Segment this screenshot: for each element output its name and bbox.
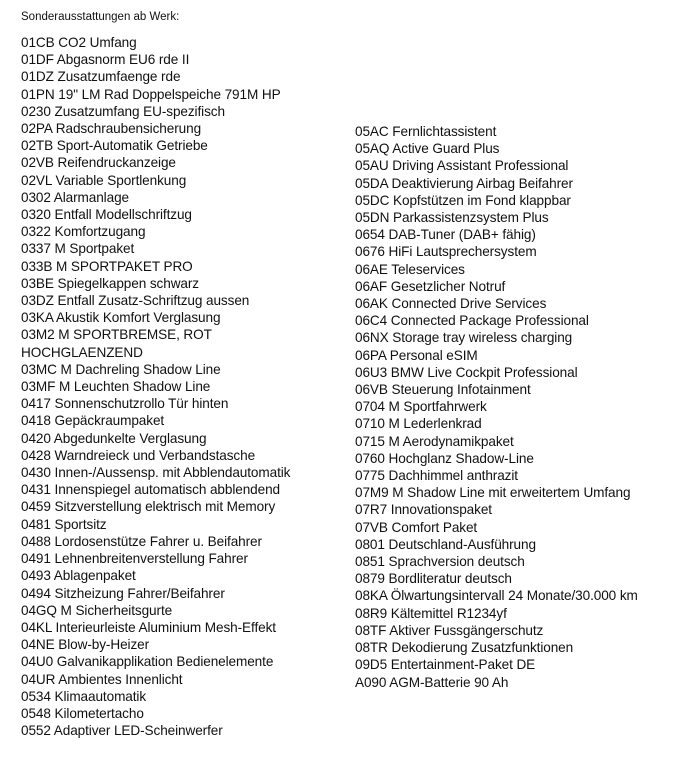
equipment-item: 02VB Reifendruckanzeige [21, 155, 176, 171]
equipment-item: 0230 Zusatzumfang EU-spezifisch [21, 103, 225, 119]
equipment-item: 0322 Komfortzugang [21, 224, 146, 240]
equipment-item: 04KL Interieurleiste Aluminium Mesh-Effekt [21, 619, 276, 635]
equipment-item: 0851 Sprachversion deutsch [355, 554, 525, 570]
equipment-item: 06C4 Connected Package Professional [355, 313, 589, 329]
equipment-item: 0491 Lehnenbreitenverstellung Fahrer [21, 551, 248, 567]
equipment-item: 0430 Innen-/Aussensp. mit Abblendautomatik [21, 465, 291, 481]
equipment-item: 01CB CO2 Umfang [21, 35, 137, 50]
equipment-item: 05AC Fernlichtassistent [355, 124, 497, 139]
equipment-item: 05DN Parkassistenzsystem Plus [355, 210, 549, 226]
equipment-item: 0676 HiFi Lautsprechersystem [355, 244, 537, 260]
equipment-item: 0418 Gepäckraumpaket [21, 413, 165, 429]
equipment-item: 09D5 Entertainment-Paket DE [355, 657, 536, 673]
equipment-item: 0710 M Lederlenkrad [355, 416, 482, 432]
equipment-item: 01DZ Zusatzumfaenge rde [21, 69, 181, 85]
equipment-item: 08KA Ölwartungsintervall 24 Monate/30.000 km [355, 588, 638, 604]
equipment-item: 0337 M Sportpaket [21, 241, 135, 257]
equipment-item: 0704 M Sportfahrwerk [355, 399, 487, 415]
equipment-item: 08TF Aktiver Fussgängerschutz [355, 622, 544, 638]
equipment-item: 05AU Driving Assistant Professional [355, 158, 569, 174]
equipment-item: 0320 Entfall Modellschriftzug [21, 207, 192, 223]
equipment-item: A090 AGM-Batterie 90 Ah [355, 674, 509, 690]
equipment-item: 04UR Ambientes Innenlicht [21, 671, 183, 687]
equipment-item: 02VL Variable Sportlenkung [21, 172, 187, 188]
equipment-item: 03MF M Leuchten Shadow Line [21, 379, 211, 395]
equipment-item: 03BE Spiegelkappen schwarz [21, 275, 200, 291]
equipment-item: 01PN 19" LM Rad Doppelspeiche 791M HP [21, 86, 281, 102]
equipment-item: 04U0 Galvanikapplikation Bedienelemente [21, 654, 274, 670]
equipment-item: 0493 Ablagenpaket [21, 568, 136, 584]
equipment-item: 0775 Dachhimmel anthrazit [355, 468, 518, 484]
equipment-item: 03M2 M SPORTBREMSE, ROT HOCHGLAENZEND [21, 327, 212, 360]
equipment-item: 04NE Blow-by-Heizer [21, 637, 150, 653]
equipment-item: 07R7 Innovationspaket [355, 502, 492, 518]
equipment-item: 03DZ Entfall Zusatz-Schriftzug aussen [21, 293, 250, 309]
equipment-item: 06PA Personal eSIM [355, 347, 478, 363]
equipment-item: 05AQ Active Guard Plus [355, 141, 500, 157]
equipment-item: 03MC M Dachreling Shadow Line [21, 361, 221, 377]
equipment-item: 07VB Comfort Paket [355, 519, 478, 535]
equipment-item: 0534 Klimaautomatik [21, 688, 147, 704]
equipment-item: 07M9 M Shadow Line mit erweitertem Umfang [355, 485, 631, 501]
equipment-item: 06AF Gesetzlicher Notruf [355, 278, 506, 294]
equipment-item: 02TB Sport-Automatik Getriebe [21, 138, 208, 154]
equipment-item: 0302 Alarmanlage [21, 189, 129, 205]
equipment-item: 0417 Sonnenschutzrollo Tür hinten [21, 396, 229, 412]
equipment-item: 06AK Connected Drive Services [355, 296, 547, 312]
equipment-item: 06VB Steuerung Infotainment [355, 382, 531, 398]
equipment-item: 0431 Innenspiegel automatisch abblendend [21, 482, 281, 498]
equipment-item: 033B M SPORTPAKET PRO [21, 258, 193, 274]
equipment-item: 05DA Deaktivierung Airbag Beifahrer [355, 175, 573, 191]
equipment-item: 0548 Kilometertacho [21, 705, 144, 721]
equipment-item: 02PA Radschraubensicherung [21, 121, 202, 137]
equipment-list-left [21, 34, 341, 739]
equipment-item: 06U3 BMW Live Cockpit Professional [355, 364, 578, 380]
equipment-item: 0760 Hochglanz Shadow-Line [355, 450, 534, 466]
equipment-item: 08TR Dekodierung Zusatzfunktionen [355, 640, 574, 656]
equipment-item: 0428 Warndreieck und Verbandstasche [21, 447, 256, 463]
equipment-item: 08R9 Kältemittel R1234yf [355, 605, 507, 621]
equipment-item: 0879 Bordliteratur deutsch [355, 571, 512, 587]
equipment-item: 0481 Sportsitz [21, 516, 107, 532]
equipment-item: 0488 Lordosenstütze Fahrer u. Beifahrer [21, 533, 262, 549]
equipment-item: 0801 Deutschland-Ausführung [355, 536, 536, 552]
equipment-item: 01DF Abgasnorm EU6 rde II [21, 52, 190, 68]
equipment-item: 0459 Sitzverstellung elektrisch mit Memory [21, 499, 276, 515]
equipment-item: 05DC Kopfstützen im Fond klappbar [355, 192, 571, 208]
equipment-item: 06AE Teleservices [355, 261, 465, 277]
equipment-list-right [355, 123, 670, 691]
equipment-item: 0552 Adaptiver LED-Scheinwerfer [21, 723, 223, 739]
equipment-item: 0420 Abgedunkelte Verglasung [21, 430, 207, 446]
equipment-item: 0654 DAB-Tuner (DAB+ fähig) [355, 227, 536, 243]
equipment-item: 06NX Storage tray wireless charging [355, 330, 573, 346]
equipment-item: 0715 M Aerodynamikpaket [355, 433, 514, 449]
equipment-item: 04GQ M Sicherheitsgurte [21, 602, 173, 618]
page-heading: Sonderausstattungen ab Werk: [21, 11, 180, 23]
equipment-item: 0494 Sitzheizung Fahrer/Beifahrer [21, 585, 225, 601]
equipment-item: 03KA Akustik Komfort Verglasung [21, 310, 221, 326]
